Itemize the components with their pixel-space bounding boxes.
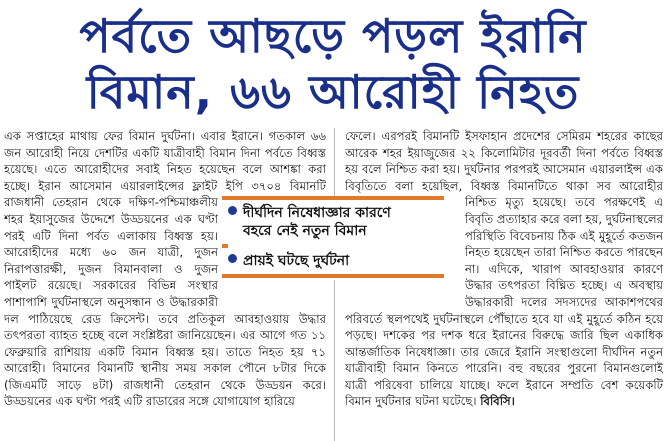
bullet-icon	[228, 254, 237, 263]
article-column-right	[345, 128, 663, 441]
highlight-rule-bottom	[222, 274, 444, 278]
highlight-rule-top	[222, 196, 444, 200]
column-divider	[334, 128, 335, 441]
bullet-icon	[228, 206, 237, 215]
article-text-right: ফেলে। এরপরই বিমানটি ইসফাহান প্রদেশের সেমিরম শহরের কাছের আরেক শহর ইয়াজুজের ২২ কিলোমিটার দূরবর্তী দিনা পর্বতে বিধ্বস্ত হয় বলে নিশ্চিত করা হয়। দুর্ঘটনার পরপরই আসেমান এয়ারলাইন্স এক বিবৃতিতে বলা হয়েছিল, বিধ্বস্ত বিমানটিতে থাকা সব আরোহীর নিশ্চিত মৃত্যু হয়েছে। তবে পরক্ষণেই এ বিবৃতি প্রত্যাহার করে বলা হয়, দুর্ঘটনাস্থলের পরিস্থিতি বিবেচনায় ঠিক এই মুহূর্তে কতজন নিহত হয়েছেন তারা নিশ্চিত করতে পারছেন না। এদিকে, খারাপ আবহাওয়ার কারণে উদ্ধার তৎপরতা বিঘ্নিত হচ্ছে। এ অবস্থায় উদ্ধারকারী দলের সদস্যদের আকাশপথের পরিবর্তে স্থলপথেই দুর্ঘটনাস্থলে পৌঁছাতে হবে যা এই মুহূর্তে কঠিন হয়ে পড়ছে। দশকের পর দশক ধরে ইরানের বিরুদ্ধে জারি ছিল একাধিক আন্তর্জাতিক নিষেধাজ্ঞা। তার জেরে ইরানি সংস্থাগুলো দীর্ঘদিন নতুন যাত্রীবাহী বিমান কিনতে পারেনি। বহু বছরের পুরনো বিমানগুলোই যাত্রী পরিষেবা চালিয়ে যাচ্ছে। ফলে ইরানে সম্প্রতি বেশ কয়েকটি বিমান দুর্ঘটনার ঘটনা ঘটেছে।	[345, 128, 663, 409]
highlight-rule-middle	[222, 244, 228, 248]
highlight-item-1-line-1: দীর্ঘদিন নিষেধাজ্ঞার কারণে	[243, 205, 391, 221]
headline-line-1: পর্বতে আছড়ে পড়ল ইরানি	[79, 9, 587, 63]
highlight-item-2-text: প্রায়ই ঘটছে দুর্ঘটনা	[243, 253, 350, 269]
headline-line-2: বিমান, ৬৬ আরোহী নিহত	[86, 65, 580, 119]
highlight-box	[222, 196, 450, 280]
highlight-item-1	[228, 204, 391, 240]
highlight-item-2	[228, 252, 349, 270]
headline	[0, 0, 666, 126]
article-text-left: এক সপ্তাহের মাথায় ফের বিমান দুর্ঘটনা। এবার ইরানে। গতকাল ৬৬ জন আরোহী নিয়ে দেশটির একটি যাত্রীবাহী বিমান দিনা পর্বতে বিধ্বস্ত হয়েছে। এতে আরোহীদের সবাই নিহত হয়েছেন বলে আশঙ্কা করা হচ্ছে। ইরান আসেমান এয়ারলাইন্সের ফ্লাইট ইপি ৩৭০৪ বিমানটি রাজধানী তেহরান থেকে দক্ষিণ-পশ্চিমাঞ্চলীয় শহর ইয়াসুজের উদ্দেশে উড্ডয়নের এক ঘণ্টা পরই এটি দিনা পর্বত এলাকায় বিধ্বস্ত হয়। আরোহীদের মধ্যে ৬০ জন যাত্রী, দুজন নিরাপত্তারক্ষী, দুজন বিমানবালা ও দুজন পাইলট রয়েছে। সরকারের বিভিন্ন সংস্থার পাশাপাশি দুর্ঘটনাস্থলে অনুসন্ধান ও উদ্ধারকারী দল পাঠিয়েছে রেড ক্রিসেন্ট। তবে প্রতিকূল আবহাওয়ায় উদ্ধার তৎপরতা ব্যাহত হচ্ছে বলে সংশ্লিষ্টরা জানিয়েছেন। এর আগে গত ১১ ফেব্রুয়ারি রাশিয়ায় একটি বিমান বিধ্বস্ত হয়। তাতে নিহত হয় ৭১ আরোহী। বিমানের বিমানটি স্থানীয় সময় সকাল পৌনে ৮টার দিকে (জিএমটি সাড়ে ৪টা) রাজধানী তেহরান থেকে উড্ডয়ন করে। উড্ডয়নের এক ঘণ্টা পরই এটি রাডারের সঙ্গে যোগাযোগ হারিয়ে	[4, 128, 326, 409]
article-credit: বিবিসি।	[480, 394, 515, 409]
article-column-left	[4, 128, 326, 441]
highlight-item-1-line-2: বহরে নেই নতুন বিমান	[243, 223, 367, 239]
